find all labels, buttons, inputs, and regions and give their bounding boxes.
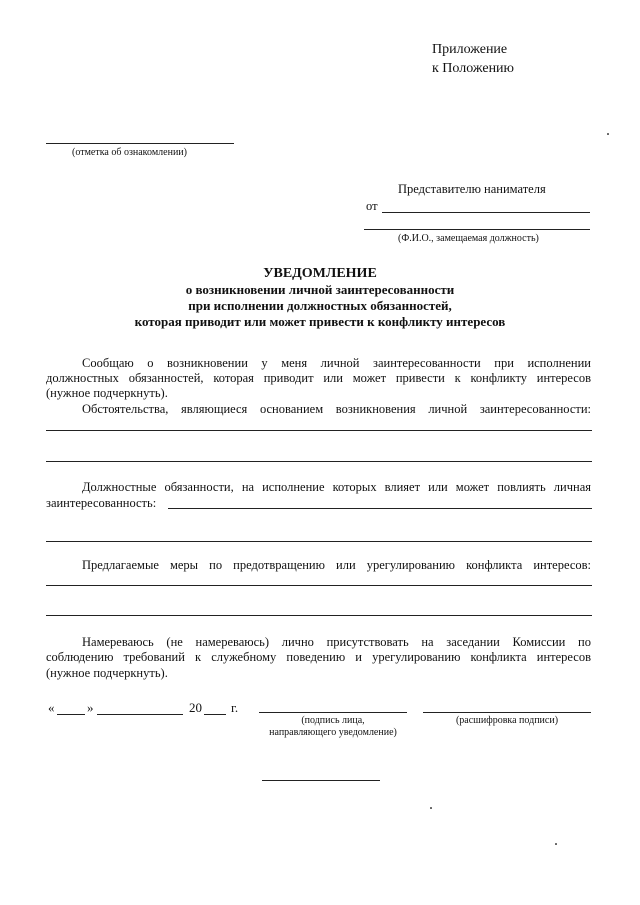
duties-line-2: заинтересованность: [46, 496, 157, 510]
measures-line-1[interactable] [46, 585, 592, 586]
duties-field-line-2[interactable] [46, 541, 592, 542]
title-line-2: при исполнении должностных обязанностей, [188, 298, 452, 313]
title-line-3: которая приводит или может привести к конфликту интересов [134, 314, 506, 329]
p1-line-3: (нужное подчеркнуть). [46, 386, 168, 400]
signature-caption [259, 715, 407, 739]
from-name-line[interactable] [382, 212, 590, 213]
decode-line[interactable] [423, 712, 591, 713]
annex-label [432, 40, 514, 78]
date-month-line[interactable] [97, 714, 183, 715]
year-prefix: 20 [189, 700, 202, 715]
circumstances-label: Обстоятельства, являющиеся основанием возникновения личной заинтересованности: [82, 402, 591, 416]
title-line-1: о возникновении личной заинтересованности [185, 282, 455, 297]
title-main: УВЕДОМЛЕНИЕ [263, 266, 377, 281]
document-title [40, 265, 600, 330]
scan-speck [607, 133, 609, 135]
quote-open: « [48, 700, 55, 715]
decode-caption: (расшифровка подписи) [455, 715, 559, 726]
p1-line-2: должностных обязанностей, которая приводит или может привести к конфликту интересов [46, 371, 591, 385]
annex-line-1: Приложение [432, 42, 508, 57]
from-label: от [366, 199, 378, 213]
attendance-line-3: (нужное подчеркнуть). [46, 666, 168, 680]
signature-caption-line-1: (подпись лица, [301, 715, 365, 726]
registration-line[interactable] [262, 780, 380, 781]
circumstances-line-2[interactable] [46, 461, 592, 462]
acknowledgement-caption: (отметка об ознакомлении) [72, 147, 187, 158]
measures-label: Предлагаемые меры по предотвращению или урегулированию конфликта интересов: [82, 558, 591, 572]
position-line[interactable] [364, 229, 590, 230]
signature-line[interactable] [259, 712, 407, 713]
duties-field-line-1[interactable] [168, 508, 592, 509]
scan-speck [555, 843, 557, 845]
fio-caption: (Ф.И.О., замещаемая должность) [398, 233, 539, 244]
quote-close: » [87, 700, 94, 715]
addressee-to: Представителю нанимателя [398, 182, 546, 196]
measures-line-2[interactable] [46, 615, 592, 616]
annex-line-2: к Положению [432, 61, 515, 76]
attendance-line-2: соблюдению требований к служебному поведению и урегулированию конфликта интересов [46, 650, 591, 664]
attendance-line-1: Намереваюсь (не намереваюсь) лично присутствовать на заседании Комиссии по [82, 635, 591, 649]
duties-line-1: Должностные обязанности, на исполнение которых влияет или может повлиять личная [82, 480, 591, 494]
p1-line-1: Сообщаю о возникновении у меня личной заинтересованности при исполнении [82, 356, 591, 370]
acknowledgement-line[interactable] [46, 143, 234, 144]
scan-speck [430, 807, 432, 809]
date-day-line[interactable] [57, 714, 85, 715]
date-year-line[interactable] [204, 714, 226, 715]
circumstances-line-1[interactable] [46, 430, 592, 431]
signature-caption-line-2: направляющего уведомление) [269, 727, 397, 738]
year-suffix: г. [231, 700, 239, 715]
